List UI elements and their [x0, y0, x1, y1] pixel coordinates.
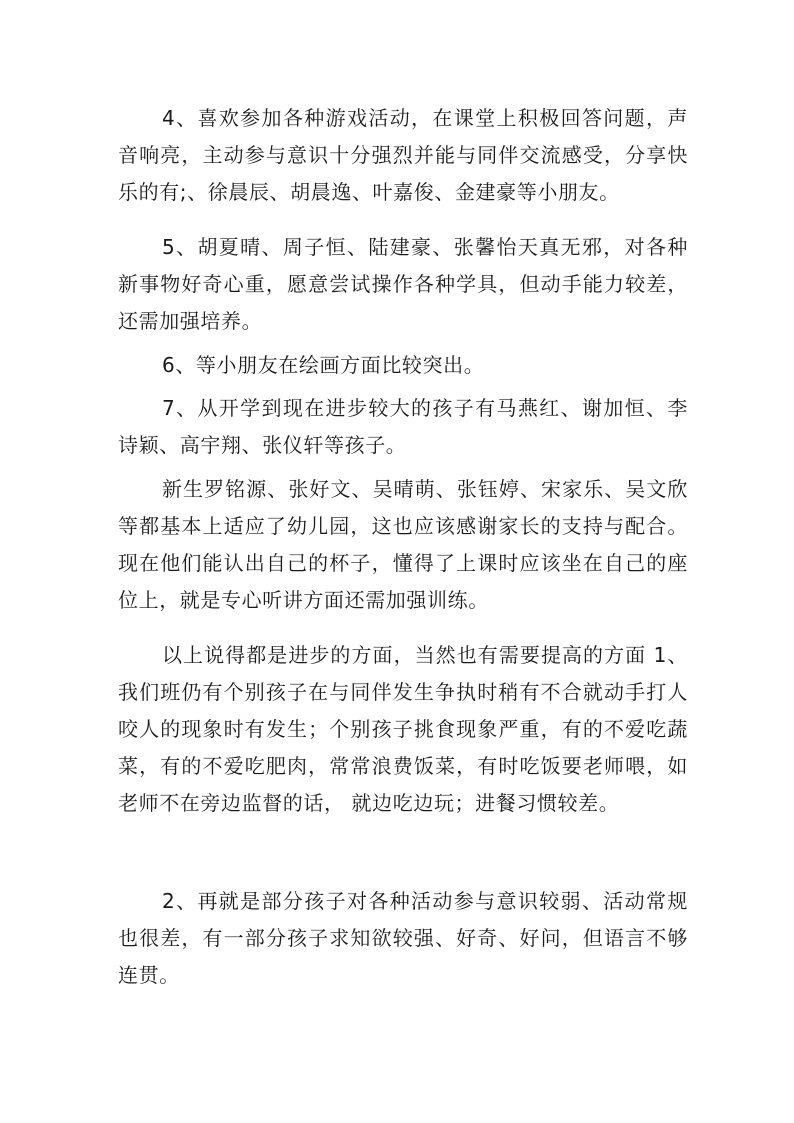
paragraph-item-4: 4、喜欢参加各种游戏活动，在课堂上积极回答问题，声音响亮，主动参与意识十分强烈并能与同伴交流感受，分享快乐的有;、徐晨辰、胡晨逸、叶嘉俊、金建豪等小朋友。: [118, 106, 688, 204]
paragraph-improvements-1: 以上说得都是进步的方面，当然也有需要提高的方面 1、我们班仍有个别孩子在与同伴发生争执时稍有不合就动手打人咬人的现象时有发生；个别孩子挑食现象严重，有的不爱吃蔬菜，有的不爱吃肥肉，常常浪费饭菜，有时吃饭要老师喂，如老师不在旁边监督的话， 就边吃边玩；进餐习惯较差。: [118, 643, 688, 815]
paragraph-item-6: 6、等小朋友在绘画方面比较突出。: [162, 353, 485, 377]
paragraph-item-7: 7、从开学到现在进步较大的孩子有马燕红、谢加恒、李诗颖、高宇翔、张仪轩等孩子。: [118, 396, 688, 457]
paragraph-item-5: 5、胡夏晴、周子恒、陆建豪、张馨怡天真无邪，对各种新事物好奇心重，愿意尝试操作各种学具，但动手能力较差，还需加强培养。: [118, 235, 688, 333]
paragraph-new-students: 新生罗铭源、张好文、吴晴萌、张钰婷、宋家乐、吴文欣等都基本上适应了幼儿园，这也应该感谢家长的支持与配合。现在他们能认出自己的杯子，懂得了上课时应该坐在自己的座位上，就是专心听讲方面还需加强训练。: [118, 477, 688, 612]
paragraph-improvements-2: 2、再就是部分孩子对各种活动参与意识较弱、活动常规也很差，有一部分孩子求知欲较强、好奇、好问，但语言不够连贯。: [118, 889, 688, 987]
